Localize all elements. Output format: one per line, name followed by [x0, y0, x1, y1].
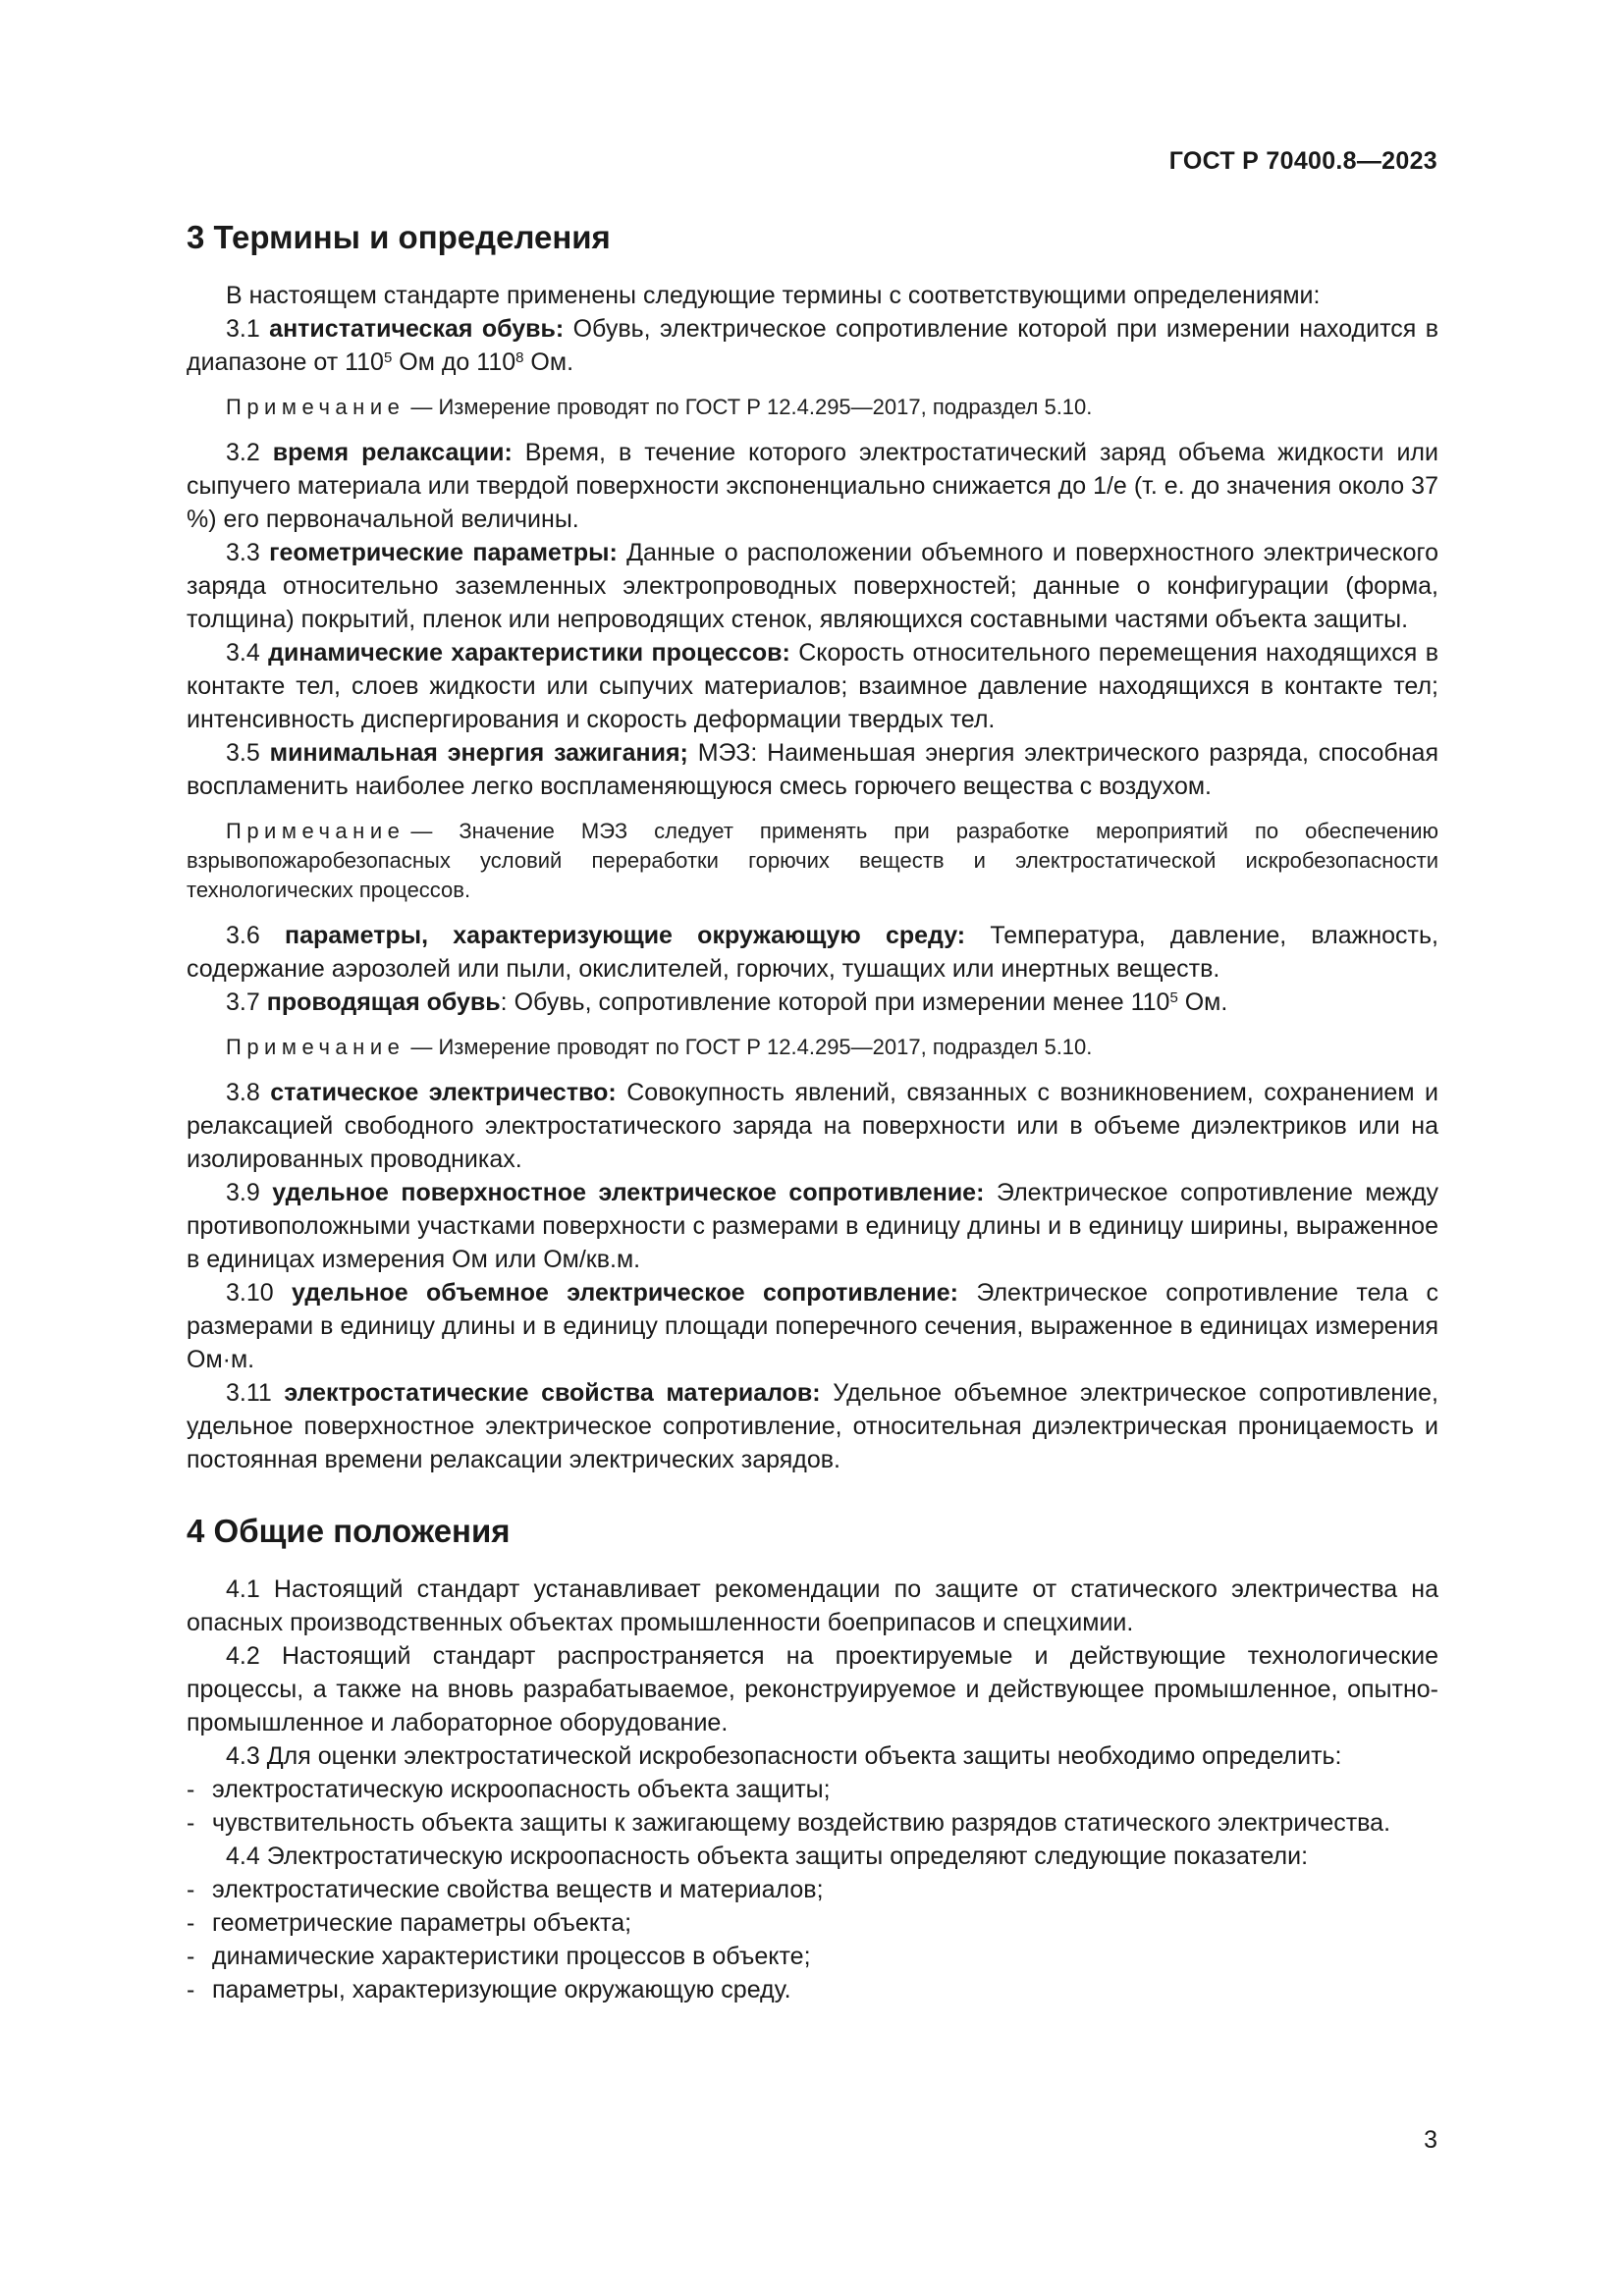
document-header: ГОСТ Р 70400.8—2023	[1168, 147, 1437, 175]
term: электростатические свойства материалов:	[284, 1379, 821, 1407]
term: динамические характеристики процессов:	[268, 639, 790, 667]
term: удельное объемное электрическое сопротивление:	[292, 1279, 958, 1307]
definition-3-11: 3.11 электростатические свойства материалов: Удельное объемное электрическое сопротивление, удельное поверхностное электрическое сопротивление, относительная диэлектрическая проницаемость и постоянная времени релаксации электрических зарядов.	[187, 1379, 1439, 1473]
list-item: - параметры, характеризующие окружающую среду.	[187, 1976, 791, 2003]
definition-3-1: 3.1 антистатическая обувь: Обувь, электрическое сопротивление которой при измерении находится в диапазоне от $110^5$ Ом до $110^8$ Ом.	[187, 315, 1438, 376]
section-3-title: 3 Термины и определения	[187, 219, 611, 255]
list-item: - чувствительность объекта защиты к зажигающему воздействию разрядов статического электричества.	[187, 1809, 1391, 1837]
term: геометрические параметры:	[269, 539, 618, 566]
page-number: 3	[1424, 2126, 1437, 2154]
definition-3-5: 3.5 минимальная энергия зажигания; МЭЗ: Наименьшая энергия электрического разряда, способная воспламенить наиболее легко воспламеняющуюся смесь горючего вещества с воздухом.	[187, 739, 1438, 800]
definition-3-3: 3.3 геометрические параметры: Данные о расположении объемного и поверхностного электрического заряда относительно заземленных электропроводных поверхностей; данные о конфигурации (форма, толщина) покрытий, пленок или непроводящих стенок, являющихся составными частями объекта защиты.	[187, 539, 1439, 633]
list-item: - электростатическую искроопасность объекта защиты;	[187, 1776, 831, 1803]
term: параметры, характеризующие окружающую среду:	[284, 922, 966, 949]
term: время релаксации:	[272, 439, 513, 466]
note-3-7: Примечание — Измерение проводят по ГОСТ Р 12.4.295—2017, подраздел 5.10.	[226, 1035, 1093, 1059]
definition-3-2: 3.2 время релаксации: Время, в течение которого электростатический заряд объема жидкости или сыпучего материала или твердой поверхности экспоненциально снижается до 1/е (т. е. до значения около 37 %) его первоначальной величины.	[187, 439, 1438, 533]
definition-3-8: 3.8 статическое электричество: Совокупность явлений, связанных с возникновением, сохранением и релаксацией свободного электростатического заряда на поверхности или в объеме диэлектриков или на изолированных проводниках.	[187, 1079, 1438, 1173]
note-3-5: Примечание — Значение МЭЗ следует применять при разработке мероприятий по обеспечению взрывопожаробезопасных условий переработки горючих веществ и электростатической искробезопасности технологических процессов.	[187, 819, 1438, 902]
list-item: - динамические характеристики процессов в объекте;	[187, 1943, 811, 1970]
paragraph-4-4: 4.4 Электростатическую искроопасность объекта защиты определяют следующие показатели:	[226, 1842, 1309, 1870]
term: минимальная энергия зажигания;	[269, 739, 688, 767]
document-body	[187, 218, 1438, 2006]
section-4-title: 4 Общие положения	[187, 1513, 511, 1549]
paragraph-4-2: 4.2 Настоящий стандарт распространяется на проектируемые и действующие технологические процессы, а также на вновь разрабатываемое, реконструируемое и действующее промышленное, опытно-промышленное и лабораторное оборудование.	[187, 1642, 1438, 1736]
list-item: - геометрические параметры объекта;	[187, 1909, 632, 1937]
paragraph-4-3: 4.3 Для оценки электростатической искробезопасности объекта защиты необходимо определить:	[226, 1742, 1342, 1770]
definition-3-6: 3.6 параметры, характеризующие окружающую среду: Температура, давление, влажность, содержание аэрозолей или пыли, окислителей, горючих, тушащих или инертных веществ.	[187, 922, 1438, 983]
term: статическое электричество:	[270, 1079, 617, 1106]
list-item: - электростатические свойства веществ и материалов;	[187, 1876, 824, 1903]
section-3-intro: В настоящем стандарте применены следующие термины с соответствующими определениями:	[226, 282, 1321, 309]
definition-3-4: 3.4 динамические характеристики процессов: Скорость относительного перемещения находящихся в контакте тел, слоев жидкости или сыпучих материалов; взаимное давление находящихся в контакте тел; интенсивность диспергирования и скорость деформации твердых тел.	[187, 639, 1439, 733]
term: проводящая обувь	[266, 988, 501, 1016]
term: антистатическая обувь:	[269, 315, 565, 343]
definition-3-9: 3.9 удельное поверхностное электрическое сопротивление: Электрическое сопротивление между противоположными участками поверхности с размерами в единицу длины и в единицу ширины, выраженное в единицах измерения Ом или Ом/кв.м.	[187, 1179, 1438, 1273]
term: удельное поверхностное электрическое сопротивление:	[272, 1179, 985, 1206]
definition-3-7: 3.7 проводящая обувь: Обувь, сопротивление которой при измерении менее $110^5$ Ом.	[226, 988, 1228, 1016]
note-3-1: Примечание — Измерение проводят по ГОСТ Р 12.4.295—2017, подраздел 5.10.	[226, 395, 1093, 419]
paragraph-4-1: 4.1 Настоящий стандарт устанавливает рекомендации по защите от статического электричества на опасных производственных объектах промышленности боеприпасов и спецхимии.	[187, 1575, 1438, 1636]
definition-3-10: 3.10 удельное объемное электрическое сопротивление: Электрическое сопротивление тела с размерами в единицу длины и в единицу площади поперечного сечения, выраженное в единицах измерения Ом·м.	[187, 1279, 1438, 1373]
